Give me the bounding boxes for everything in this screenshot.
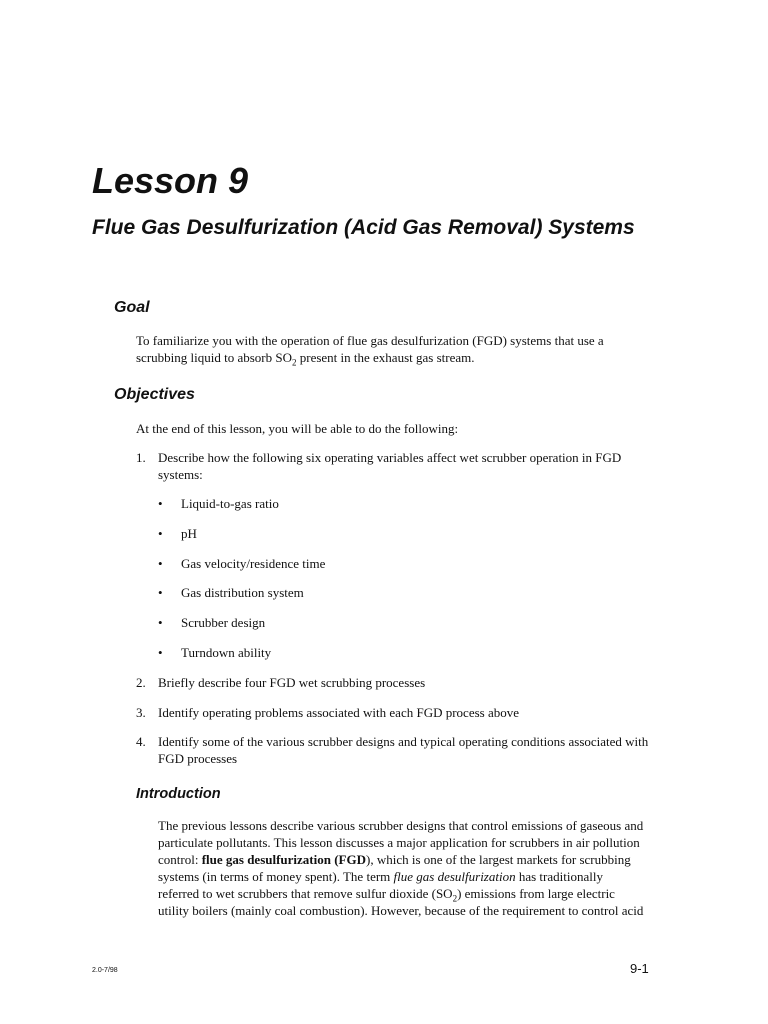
bullet-icon: • (158, 615, 163, 630)
introduction-paragraph: The previous lessons describe various scrubber designs that control emissions of gaseous and particulate pollutants. This lesson discusses a major application for scrubbers in air pollution control: flue gas desulfurization (FGD), which is one of the largest markets for scrubbing systems (in terms of money spent). The term flue gas desulfurization has traditionally referred to wet scrubbers that remove sulfur dioxide $(SO_2)$ emissions from large electric utility boilers (mainly coal combustion). However, because of the requirement to control acid (158, 818, 644, 918)
bullet-icon: • (158, 556, 163, 571)
goal-line-1: To familiarize you with the operation of flue gas desulfurization (FGD) systems that use a (136, 333, 604, 348)
variable-item: • pH (158, 526, 197, 541)
lesson-title: Lesson 9 (92, 160, 249, 201)
objective-number: 2. (136, 675, 146, 690)
page-number: 9-1 (630, 961, 649, 976)
objective-number: 3. (136, 705, 146, 720)
objective-text: Briefly describe four FGD wet scrubbing processes (158, 675, 426, 690)
objective-number: 4. (136, 734, 146, 749)
introduction-heading: Introduction (136, 786, 221, 802)
objectives-intro: At the end of this lesson, you will be able to do the following: (136, 421, 459, 436)
goal-paragraph (136, 332, 696, 366)
variable-item: • Gas velocity/residence time (158, 556, 326, 571)
bullet-icon: • (158, 585, 163, 600)
objective-text: Identify some of the various scrubber designs and typical operating conditions associated with FGD processes (158, 734, 649, 766)
objective-text: Identify operating problems associated with each FGD process above (158, 705, 520, 720)
objective-item-1 (136, 449, 666, 483)
objective-item-4 (136, 733, 666, 767)
footer-code: 2.0-7/98 (92, 967, 118, 974)
objective-item-3 (136, 704, 666, 721)
goal-heading: Goal (114, 299, 150, 316)
bullet-icon: • (158, 526, 163, 541)
objective-text: Describe how the following six operating variables affect wet scrubber operation in FGD systems: (158, 450, 622, 482)
fgd-term: flue gas desulfurization (FGD (201, 852, 366, 867)
variable-item: • Scrubber design (158, 615, 266, 630)
objective-number: 1. (136, 450, 146, 465)
bullet-icon: • (158, 496, 163, 511)
lesson-subtitle: Flue Gas Desulfurization (Acid Gas Removal) Systems (92, 216, 635, 239)
variable-item: • Gas distribution system (158, 585, 304, 600)
variable-item: • Liquid-to-gas ratio (158, 496, 279, 511)
objectives-heading: Objectives (114, 386, 195, 403)
fgd-term-italic: flue gas desulfurization (393, 869, 516, 884)
bullet-icon: • (158, 645, 163, 660)
objective-item-2 (136, 674, 666, 691)
variable-item: • Turndown ability (158, 645, 272, 660)
goal-line-2: scrubbing liquid to absorb $SO_2$ present in the exhaust gas stream. (136, 350, 475, 368)
